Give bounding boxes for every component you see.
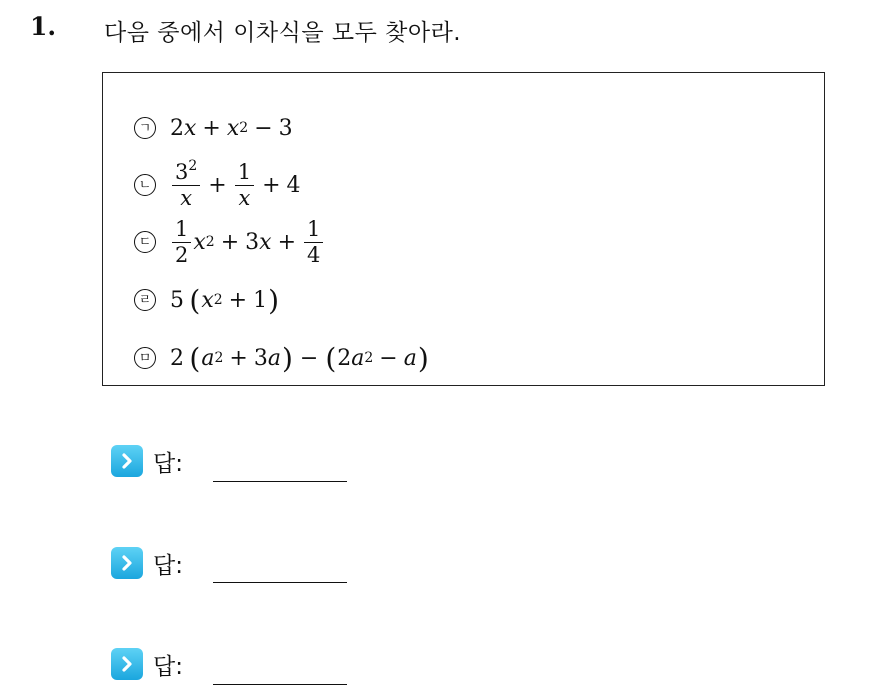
option-2-marker: ㄴ xyxy=(134,174,156,196)
answer-row-2 xyxy=(111,543,183,583)
option-4-expression: 5 ( x 2 + 1 ) xyxy=(170,283,280,317)
answer-label: 답: xyxy=(153,552,183,579)
option-5 xyxy=(134,341,430,375)
chevron-right-icon xyxy=(111,445,143,477)
option-2-expression: $\frac{3^2}{x}$ + $\frac{1}{x}$ + 4 xyxy=(170,161,301,208)
question-text: 다음 중에서 이차식을 모두 찾아라. xyxy=(104,20,462,46)
option-3-expression: $\frac{1}{2}$ x 2 + 3 x + $\frac{1}{4}$ xyxy=(170,218,325,265)
option-1-expression: 2 x + x 2 − 3 xyxy=(170,115,293,141)
answer-blank-1[interactable] xyxy=(213,481,347,482)
answer-blank-2[interactable] xyxy=(213,582,347,583)
chevron-right-icon xyxy=(111,648,143,680)
chevron-right-icon xyxy=(111,547,143,579)
option-1-marker: ㄱ xyxy=(134,117,156,139)
option-3 xyxy=(134,217,325,267)
option-4-marker: ㄹ xyxy=(134,289,156,311)
option-4 xyxy=(134,283,280,317)
option-5-expression: 2 ( a 2 + 3 a ) − ( 2 a 2 − a ) xyxy=(170,341,429,375)
option-5-marker: ㅁ xyxy=(134,347,156,369)
answer-blank-3[interactable] xyxy=(213,684,347,685)
option-1 xyxy=(134,111,293,145)
answer-row-1 xyxy=(111,441,183,481)
answer-label: 답: xyxy=(153,450,183,477)
option-3-marker: ㄷ xyxy=(134,231,156,253)
option-2 xyxy=(134,158,301,210)
answer-label: 답: xyxy=(153,653,183,680)
question-number: 1. xyxy=(30,12,57,41)
answer-row-3 xyxy=(111,644,183,684)
